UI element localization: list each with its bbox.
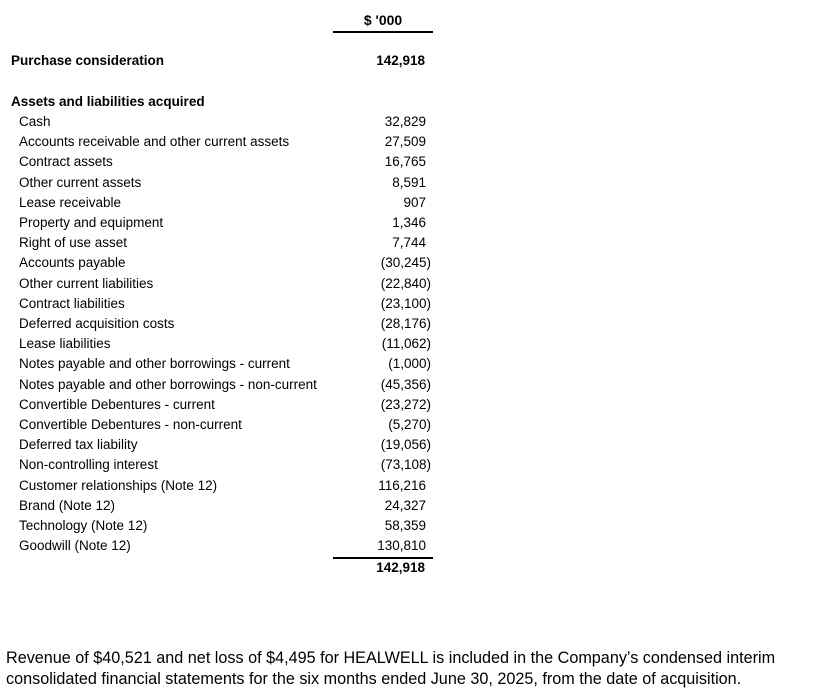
purchase-consideration-row (0, 51, 826, 71)
line-item-label: Accounts payable (19, 255, 126, 271)
amount-column-header: $ '000 (363, 12, 403, 28)
line-item-value: 1,346 (392, 215, 426, 230)
line-item-row (0, 193, 826, 213)
line-item-value: 27,509 (384, 134, 426, 150)
line-item-row (0, 314, 826, 334)
line-item-value: (30,245) (380, 255, 431, 271)
line-item-value: (45,356) (380, 376, 431, 392)
line-item-label: Right of use asset (19, 235, 128, 251)
line-item-label: Cash (19, 114, 51, 129)
line-item-row (0, 415, 826, 435)
line-item-value: 130,810 (377, 538, 426, 554)
footer-note (6, 648, 821, 690)
line-item-label: Convertible Debentures - current (19, 396, 215, 412)
total-value: 142,918 (376, 560, 425, 575)
line-item-row (0, 152, 826, 172)
line-item-value: 24,327 (384, 497, 426, 513)
line-item-label: Contract assets (19, 154, 113, 170)
line-item-value: (22,840) (380, 275, 431, 291)
line-item-value: (28,176) (380, 316, 431, 331)
purchase-consideration-value: 142,918 (376, 53, 425, 68)
section-title: Assets and liabilities acquired (11, 94, 205, 109)
line-item-label: Deferred acquisition costs (19, 316, 175, 331)
line-item-row (0, 294, 826, 314)
line-item-value: (1,000) (388, 356, 431, 372)
line-item-label: Lease liabilities (19, 336, 111, 352)
line-item-row (0, 354, 826, 374)
line-item-row (0, 455, 826, 475)
line-item-value: 8,591 (392, 174, 426, 190)
header-underline (333, 31, 433, 33)
line-item-row (0, 253, 826, 273)
line-item-value: (73,108) (380, 457, 431, 473)
line-item-row (0, 476, 826, 496)
line-item-value: 32,829 (384, 114, 426, 129)
line-item-label: Other current liabilities (19, 275, 154, 291)
line-item-row (0, 536, 826, 556)
line-item-value: (19,056) (380, 437, 431, 453)
line-item-label: Goodwill (Note 12) (19, 538, 131, 554)
line-item-row (0, 334, 826, 354)
line-item-row (0, 132, 826, 152)
footer-line-1: Revenue of $40,521 and net loss of $4,495 for HEALWELL is included in the Company’s condensed interim (6, 649, 776, 667)
line-item-row (0, 516, 826, 536)
line-item-value: (11,062) (381, 336, 431, 352)
line-item-value: 16,765 (384, 154, 426, 170)
line-item-row (0, 173, 826, 193)
purchase-consideration-label: Purchase consideration (11, 53, 165, 68)
line-item-label: Other current assets (19, 174, 142, 190)
line-item-row (0, 274, 826, 294)
line-item-row (0, 233, 826, 253)
line-item-value: (23,272) (380, 396, 431, 412)
line-item-label: Deferred tax liability (19, 437, 138, 453)
line-item-label: Notes payable and other borrowings - non-current (19, 376, 317, 392)
footer-line-2: consolidated financial statements for the six months ended June 30, 2025, from the date of acquisition. (6, 670, 742, 688)
line-item-label: Non-controlling interest (19, 457, 158, 473)
line-item-label: Notes payable and other borrowings - current (19, 356, 290, 372)
line-item-label: Lease receivable (19, 194, 122, 210)
line-item-row (0, 375, 826, 395)
line-item-label: Brand (Note 12) (19, 497, 116, 513)
total-row (0, 558, 826, 578)
line-item-label: Accounts receivable and other current assets (19, 134, 290, 150)
line-item-value: 7,744 (392, 235, 426, 251)
line-item-value: (5,270) (388, 417, 431, 432)
line-item-value: 907 (403, 194, 426, 210)
line-item-row (0, 496, 826, 516)
line-item-value: (23,100) (380, 295, 431, 311)
line-item-row (0, 435, 826, 455)
line-item-label: Customer relationships (Note 12) (19, 477, 218, 493)
line-item-label: Contract liabilities (19, 295, 125, 311)
line-item-value: 116,216 (378, 477, 426, 493)
line-item-row (0, 112, 826, 132)
line-item-label: Property and equipment (19, 215, 164, 230)
line-item-row (0, 395, 826, 415)
line-item-label: Convertible Debentures - non-current (19, 417, 242, 432)
line-item-label: Technology (Note 12) (19, 518, 148, 533)
line-item-row (0, 213, 826, 233)
line-item-value: 58,359 (384, 518, 426, 533)
